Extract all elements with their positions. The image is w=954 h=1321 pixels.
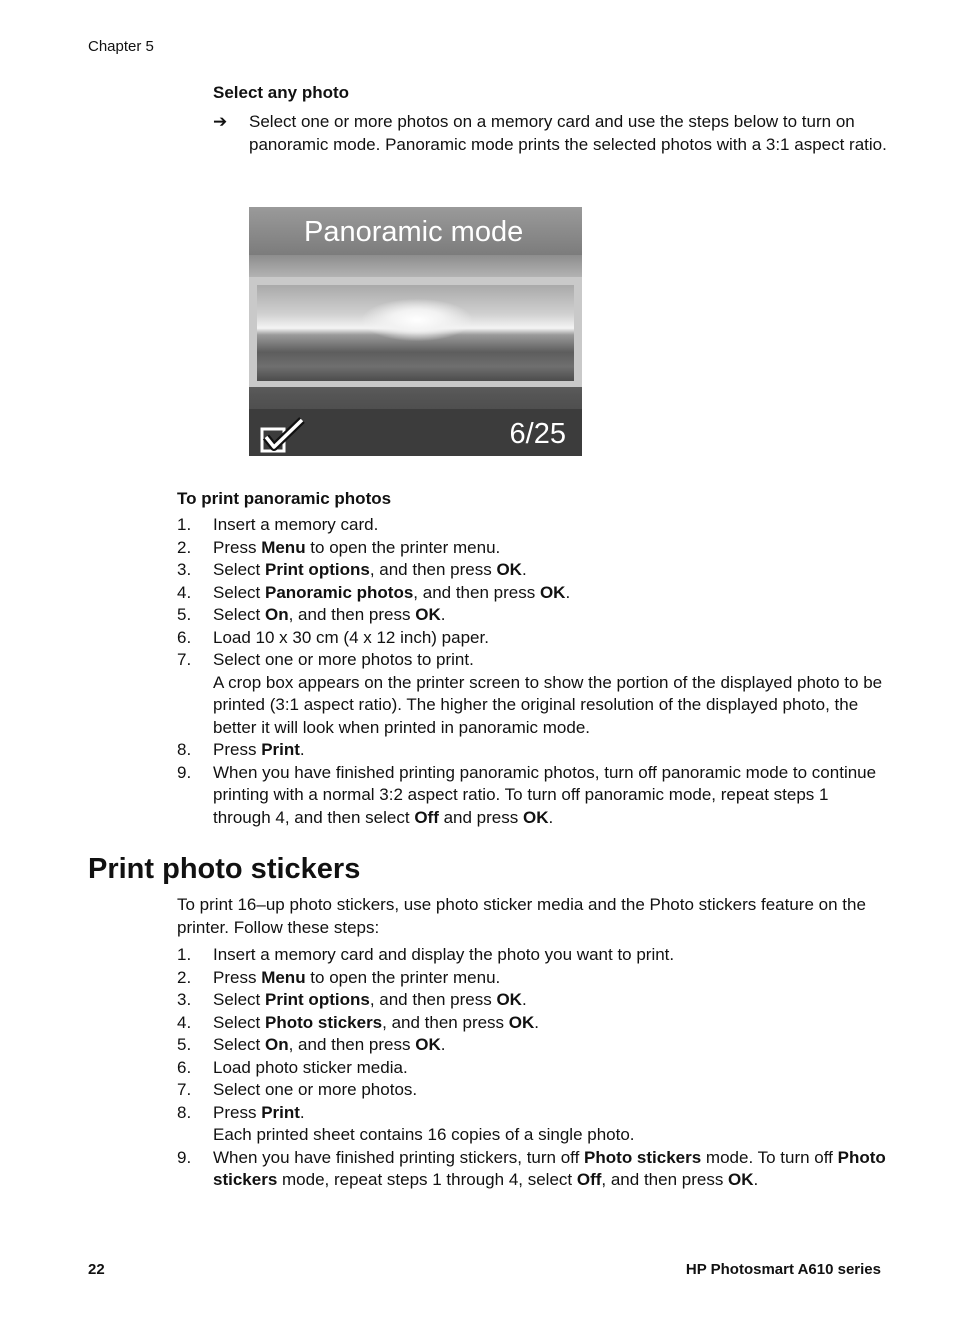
step-text-run: Select [213,1035,265,1054]
step-text-run: . [299,740,305,759]
step-emphasis: On [264,605,289,624]
step-text-run: , and then press [382,1012,509,1032]
list-item [177,1147,889,1192]
step-text-run: to open the printer menu. [305,537,501,557]
list-item [177,989,889,1012]
step-text [213,944,889,967]
list-item [177,582,889,605]
list-item [177,627,889,650]
select-any-photo-heading: Select any photo [213,83,350,102]
right-arrow-icon: ➔ [213,112,228,131]
step-text-run: to open the printer menu. [305,967,501,987]
step-text-run: Select one or more photos. [213,1080,418,1099]
step-text [213,1079,889,1102]
step-emphasis: Menu [261,967,306,987]
select-any-note [213,111,893,156]
beach-photo [257,285,574,381]
step-number: 8. [177,1102,192,1122]
step-text-run: and press [438,807,523,827]
step-text [213,762,889,830]
step-text-run: , and then press [601,1170,729,1189]
step-number: 4. [177,582,192,602]
step-text [213,1102,889,1125]
step-number: 2. [177,537,192,557]
step-text-run: . [299,1102,305,1122]
step-number: 3. [177,990,192,1009]
lcd-screen-image [249,207,582,456]
step-text-run: , and then press [288,605,416,624]
step-note: Each printed sheet contains 16 copies of a single photo. [213,1125,635,1144]
step-text-run: Press [213,967,262,987]
step-text [213,627,889,650]
step-text-run: . [440,1035,446,1054]
list-item [177,1012,889,1035]
step-emphasis: Print [261,740,300,759]
step-text-run: Select [213,560,265,579]
step-text-run: , and then press [369,990,497,1009]
step-emphasis: OK [508,1012,535,1032]
step-emphasis: Panoramic photos [264,582,414,602]
step-number: 3. [177,560,192,579]
step-text-run: When you have finished printing stickers, turn off [213,1147,585,1167]
step-number: 4. [177,1012,192,1032]
list-item [177,1034,889,1057]
chapter-label: Chapter 5 [88,38,154,55]
step-number: 5. [177,1035,192,1054]
step-text [213,739,889,762]
lcd-title: Panoramic mode [304,216,524,248]
step-text-run: , and then press [288,1035,416,1054]
step-text [213,604,889,627]
step-emphasis: OK [522,807,549,827]
step-text-run: Insert a memory card. [213,515,379,534]
list-item [177,967,889,990]
product-name: HP Photosmart A610 series [685,1261,881,1278]
sun-glow [362,299,472,341]
step-text-run: Press [213,1102,262,1122]
step-emphasis: Print options [264,560,370,579]
step-text-run: When you have finished printing panoramic photos, turn off panoramic mode to continue printing with a normal 3:2 aspect ratio. To turn off panoramic mode, repeat steps 1 through 4, and then select [213,762,877,827]
list-item [177,514,889,537]
step-number: 8. [177,740,192,759]
step-text [213,1147,889,1192]
step-text-run: . [534,1012,540,1032]
stickers-title: Print photo stickers [88,853,361,885]
step-emphasis: Print [261,1102,300,1122]
page-number: 22 [88,1261,105,1278]
step-text-run: , and then press [369,560,497,579]
step-text-run: Select one or more photos to print. [213,650,474,669]
stickers-steps [177,944,889,1192]
step-text [213,967,889,990]
step-text-run: mode, repeat steps 1 through 4, select [277,1170,577,1189]
list-item [177,944,889,967]
step-text-run: Load 10 x 30 cm (4 x 12 inch) paper. [213,627,489,647]
step-emphasis: Photo stickers [584,1147,702,1167]
list-item [177,604,889,627]
step-text [213,537,889,560]
step-text-run: . [548,807,554,827]
step-number: 5. [177,605,192,624]
panoramic-steps [177,514,889,829]
step-text-run: Select [213,582,265,602]
panoramic-heading: To print panoramic photos [177,489,392,508]
list-item [177,739,889,762]
step-text-run: . [565,582,571,602]
step-text-run: Insert a memory card and display the photo you want to print. [213,945,675,964]
step-number: 2. [177,967,192,987]
stickers-intro: To print 16–up photo stickers, use photo sticker media and the Photo stickers feature on the printer. Follow these steps: [177,895,866,937]
list-item [177,649,889,739]
step-number: 6. [177,1057,192,1077]
checkmark-icon [260,417,306,453]
step-number: 1. [177,515,192,534]
step-emphasis: OK [415,605,441,624]
lcd-title-bar [249,207,582,255]
step-emphasis: Photo stickers [213,1147,886,1189]
step-emphasis: OK [539,582,566,602]
step-emphasis: Print options [264,990,370,1009]
step-emphasis: Photo stickers [264,1012,383,1032]
list-item [177,1079,889,1102]
step-text-run: Select [213,990,265,1009]
list-item [177,559,889,582]
step-text [213,1057,889,1080]
select-any-text: Select one or more photos on a memory card and use the steps below to turn on panoramic mode. Panoramic mode prints the selected photos with a 3:1 aspect ratio. [249,112,887,154]
step-text [213,649,889,672]
step-number: 7. [177,1080,192,1099]
step-text [213,1034,889,1057]
step-text [213,582,889,605]
step-text-run: Press [213,537,262,557]
step-text [213,1012,889,1035]
step-emphasis: Menu [261,537,306,557]
step-emphasis: OK [728,1170,754,1189]
step-emphasis: OK [496,560,522,579]
step-number: 7. [177,650,192,669]
step-emphasis: OK [415,1035,441,1054]
step-emphasis: Off [576,1170,602,1189]
step-number: 9. [177,762,192,782]
step-emphasis: Off [414,807,439,827]
step-number: 9. [177,1147,192,1167]
step-text-run: Select [213,1012,265,1032]
step-text-run: , and then press [413,582,540,602]
step-text [213,514,889,537]
step-text-run: Press [213,740,262,759]
step-text-run: Select [213,605,265,624]
list-item [177,1102,889,1147]
step-text-run: Load photo sticker media. [213,1057,408,1077]
list-item [177,1057,889,1080]
step-text [213,559,889,582]
step-text [213,989,889,1012]
step-text-run: mode. To turn off [701,1147,838,1167]
list-item [177,762,889,830]
step-emphasis: On [264,1035,289,1054]
list-item [177,537,889,560]
step-text-run: . [521,560,527,579]
step-text-run: . [440,605,446,624]
step-number: 1. [177,945,192,964]
step-number: 6. [177,627,192,647]
step-text-run: . [521,990,527,1009]
photo-counter: 6/25 [509,418,566,450]
step-text-run: . [753,1170,759,1189]
step-note: A crop box appears on the printer screen to show the portion of the displayed photo to be printed (3:1 aspect ratio). The higher the original resolution of the displayed photo, the better it will look when printed in panoramic mode. [213,672,883,737]
step-emphasis: OK [496,990,522,1009]
